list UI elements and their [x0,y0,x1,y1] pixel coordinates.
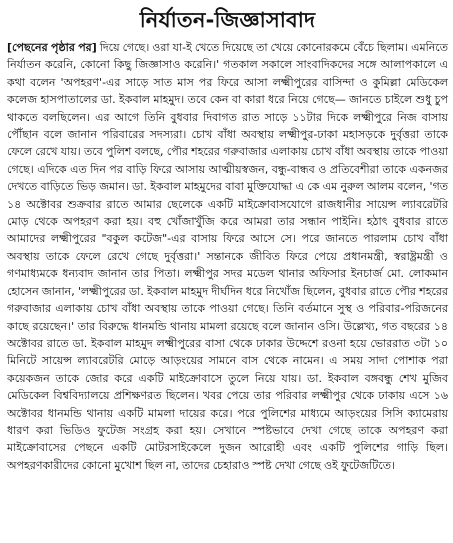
continued-from-label: [পেছনের পৃষ্ঠার পর] [7,41,97,54]
article-body [7,39,448,474]
body-text: দিয়ে গেছে। ওরা যা-ই খেতে দিয়েছে তা খেয়ে কোনোরকমে বেঁচে ছিলাম। এমনিতে নির্যাতন করেনি, কোনো কিছু জিজ্ঞাসাও করেনি।' গতকাল সকালে সাংবাদিকদের সঙ্গে আলাপকালে এ কথা বলেন 'অপহরণ'-এর সাড়ে সাত মাস পর ফিরে আসা লক্ষ্মীপুরের বাসিন্দা ও কুমিল্লা মেডিকেল কলেজ হাসপাতালের ডা. ইকবাল মাহমুদ। তবে কেন বা কারা ধরে নিয়ে গেছে— জানতে চাইলে শুধু চুপ থাকতে বলছিলেন। এর আগে তিনি বুধবার দিবাগত রাত সাড়ে ১১টার দিকে লক্ষ্মীপুরে নিজ বাসায় পৌঁছান বলে জানান পরিবারের সদস্যরা। চোখ বাঁধা অবস্থায় লক্ষ্মীপুর-ঢাকা মহাসড়কে দুর্বৃত্তরা তাকে ফেলে রেখে যায়। তবে পুলিশ বলছে, পৌর শহরের গরুবাজার এলাকায় চোখ বাঁধা অবস্থায় তাকে পাওয়া গেছে। এদিকে এত দিন পর বাড়ি ফিরে আসায় আত্মীয়স্বজন, বন্ধু-বান্ধব ও প্রতিবেশীরা তাকে একনজর দেখতে বাড়িতে ভিড় জমান। ডা. ইকবাল মাহমুদের বাবা মুক্তিযোদ্ধা এ কে এম নুরুল আলম বলেন, 'গত ১৪ অক্টোবর শুক্রবার রাতে আমার ছেলেকে একটি মাইক্রোবাসযোগে রাজধানীর সায়েন্স ল্যাবরেটরি মোড় থেকে অপহরণ করা হয়। বহু খোঁজাখুঁজি করে আমরা তার সন্ধান পাইনি। হঠাৎ বুধবার রাতে আমাদের লক্ষ্মীপুরের "বকুল কটেজ"-এর বাসায় ফিরে আসে সে। পরে জানতে পারলাম চোখ বাঁধা অবস্থায় তাকে ফেলে রেখে গেছে দুর্বৃত্তরা।' সন্তানকে জীবিত ফিরে পেয়ে প্রধানমন্ত্রী, স্বরাষ্ট্রমন্ত্রী ও গণমাধ্যমকে ধন্যবাদ জানান তার পিতা। লক্ষ্মীপুর সদর মডেল থানার অফিসার ইনচার্জ মো. লোকমান হোসেন জানান, 'লক্ষ্মীপুরের ডা. ইকবাল মাহমুদ দীর্ঘদিন ধরে নিখোঁজ ছিলেন, বুধবার রাতে পৌর শহরের গরুবাজার এলাকায় চোখ বাঁধা অবস্থায় তাকে পাওয়া গেছে। তিনি বর্তমানে সুস্থ ও পরিবার-পরিজনের কাছে রয়েছেন।' তার বিরুদ্ধে ধানমন্ডি থানায় মামলা রয়েছে বলে জানান ওসি। উল্লেখ্য, গত বছরের ১৪ অক্টোবর রাতে ডা. ইকবাল মাহমুদ লক্ষ্মীপুরের বাসা থেকে ঢাকার উদ্দেশে রওনা হয়ে ভোররাত ৩টা ১০ মিনিটে সায়েন্স ল্যাবরেটরি মোড়ে আড়ংয়ের সামনে বাস থেকে নামেন। এ সময় সাদা পোশাক পরা কয়েকজন তাকে জোর করে একটি মাইক্রোবাসে তুলে নিয়ে যায়। ডা. ইকবাল বঙ্গবন্ধু শেখ মুজিব মেডিকেল বিশ্ববিদ্যালয়ে প্রশিক্ষণরত ছিলেন। খবর পেয়ে তার পরিবার লক্ষ্মীপুর থেকে ঢাকায় এসে ১৬ অক্টোবর ধানমন্ডি থানায় একটি মামলা দায়ের করে। পরে পুলিশের মাধ্যমে আড়ংয়ের সিসি ক্যামেরায় ধারণ করা ভিডিও ফুটেজ সংগ্রহ করা হয়। সেখানে স্পষ্টভাবে দেখা গেছে তাকে অপহরণ করা মাইক্রোবাসের পেছনে একটি মোটরসাইকেলে দুজন আরোহী এবং একটি পুলিশের গাড়ি ছিল। অপহরণকারীদের কোনো মুখোশ ছিল না, তাদের চেহারাও স্পষ্ট দেখা গেছে ওই ফুটেজটিতে। [7,41,448,472]
headline: নির্যাতন-জিজ্ঞাসাবাদ [139,8,316,32]
